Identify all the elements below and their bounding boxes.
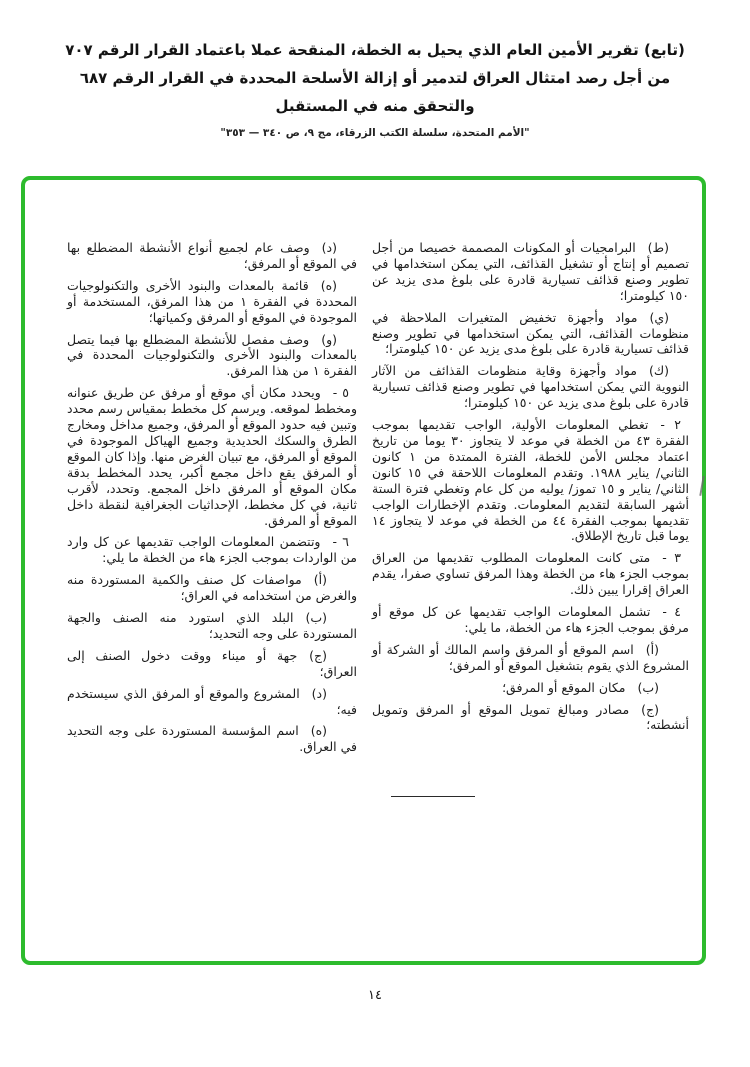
paragraph-text: وتتضمن المعلومات الواجب تقديمها عن كل وارد من الواردات بموجب الجزء هاء من الخطة ما يلي: [67, 534, 357, 566]
document-body-columns [67, 240, 689, 761]
paragraph-label: ٤ - [662, 604, 682, 620]
paragraph-text: مصادر ومبالغ تمويل الموقع أو المرفق وتمويل أنشطته؛ [372, 701, 689, 733]
paragraph-text: جهة أو ميناء ووقت دخول الصنف إلى العراق؛ [67, 647, 357, 679]
paragraph [372, 240, 689, 304]
paragraph-label: ٢ - [660, 417, 682, 433]
paragraph [372, 363, 689, 411]
paragraph-text: متى كانت المعلومات المطلوب تقديمها من العراق بموجب الجزء هاء من الخطة وهذا المرفق تساوي صفرا، يقدم العراق إقرارا يبين ذلك. [372, 550, 689, 598]
paragraph-label: (ه) [320, 277, 337, 293]
paragraph-text: اسم الموقع أو المرفق واسم المالك أو الشركة أو المشروع الذي يقوم بتشغيل الموقع أو المرفق؛ [372, 641, 689, 673]
paragraph-text: قائمة بالمعدات والبنود الأخرى والتكنولوجيات المحددة في الفقرة ١ من هذا المرفق، المستخدمة أو الموجودة في الموقع أو المرفق وكمياتها؛ [67, 277, 357, 325]
paragraph [67, 385, 357, 528]
paragraph [67, 278, 357, 326]
paragraph-label: (ي) [649, 309, 669, 325]
paragraph-label: ٣ - [662, 550, 681, 566]
paragraph-label: (ك) [648, 363, 669, 379]
paragraph-label: (ب) [305, 610, 327, 626]
paragraph-text: مواد وأجهزة تخفيض المتغيرات الملاحظة في منظومات القذائف، التي يمكن استخدامها في تطوير وصنع قذائف تسيارية قادرة على بلوغ مدى يزيد عن ١٥٠ كيلومترا؛ [372, 309, 689, 357]
paragraph-text: وصف مفصل للأنشطة المضطلع بها فيما يتصل بالمعدات والبنود الأخرى والتكنولوجيات المحددة في الفقرة ١ من هذا المرفق. [67, 331, 357, 379]
paragraph-label: (ط) [647, 240, 669, 255]
paragraph-text: ويحدد مكان أي موقع أو مرفق عن طريق عنوانه ومخطط لموقعه. ويرسم كل مخطط بمقياس رسم محدد وتبين فيه حدود الموقع أو المرفق، وجميع مداخل ومخارج الطرق والسكك الحديدية وجميع الهياكل الموجودة في الموقع أو المرفق، مع تبيان الغرض منها. وإذا كان الموقع أو المرفق يقع داخل مجمع أكبر، يحدد المخطط بدقة مكان الموقع أو المرفق داخل المجمع. وتحدد، لأقرب ثانية، في كل مخطط، الإحداثيات الجغرافية لنقطة داخل الموقع أو المرفق. [66, 385, 357, 528]
paragraph-label: (أ) [313, 572, 327, 588]
paragraph-text: تشمل المعلومات الواجب تقديمها عن كل موقع أو مرفق بموجب الجزء هاء من الخطة، ما يلي: [372, 604, 689, 635]
paragraph [372, 642, 689, 674]
paragraph [67, 534, 357, 566]
paragraph [67, 723, 357, 755]
document-header [0, 36, 750, 139]
header-title-line-1: (تابع) تقرير الأمين العام الذي يحيل به الخطة، المنقحة عملا باعتماد القرار الرقم ٧٠٧ [65, 41, 685, 59]
page-number: ١٤ [368, 988, 382, 1003]
paragraph [67, 610, 357, 642]
footnote-separator-rule [391, 796, 475, 797]
header-source-citation: "الأمم المتحدة، سلسلة الكتب الزرقاء، مج ٩، ص ٣٤٠ — ٣٥٣" [220, 127, 530, 139]
paragraph-text: اسم المؤسسة المستوردة على وجه التحديد في العراق. [67, 723, 357, 755]
right-column [372, 240, 689, 761]
left-column [67, 240, 357, 761]
paragraph [372, 550, 689, 598]
paragraph-text: البلد الذي استورد منه الصنف والجهة المستوردة على وجه التحديد؛ [67, 610, 357, 641]
paragraph [67, 240, 357, 272]
paragraph-text: البرامجيات أو المكونات المصممة خصيصا من أجل تصميم أو إنتاج أو تشغيل القذائف، التي يمكن استخدامها في تطوير وصنع قذائف تسيارية قادرة على بلوغ مدى يزيد عن ١٥٠ كيلومترا؛ [372, 240, 689, 303]
paragraph [67, 572, 357, 604]
paragraph-text: مكان الموقع أو المرفق؛ [502, 679, 626, 695]
paragraph-label: ٥ - [332, 385, 349, 401]
paragraph-text: وصف عام لجميع أنواع الأنشطة المضطلع بها في الموقع أو المرفق؛ [67, 240, 357, 271]
green-annotation-box [21, 176, 706, 965]
paragraph [67, 648, 357, 680]
paragraph-label: (ج) [309, 647, 327, 663]
header-title-line-3: والتحقق منه في المستقبل [275, 97, 475, 115]
paragraph-label: (أ) [645, 641, 659, 657]
paragraph-label: (ه) [310, 723, 327, 739]
paragraph-label: (ب) [637, 679, 659, 695]
paragraph-text: المشروع والموقع أو المرفق الذي سيستخدم فيه؛ [67, 685, 357, 717]
paragraph-text: تغطي المعلومات الأولية، الواجب تقديمها بموجب الفقرة ٤٣ من الخطة في موعد لا يتجاوز ٣٠ يوما من تاريخ اعتماد مجلس الأمن للخطة، الفترة الممتدة من ١ كانون الثاني/ يناير ١٩٨٨. وتقدم المعلومات اللاحقة في ١٥ كانون الثاني/ يناير و ١٥ تموز/ يوليه من كل عام وتغطي فترة الستة أشهر السابقة لتقديم المعلومات. وتقدم الإخطارات الواجب تقديمها بموجب الفقرة ٤٤ من الخطة في موعد لا يتجاوز ١٤ يوما قبل تاريخ الإطلاق. [372, 417, 689, 544]
paragraph [372, 604, 689, 636]
paragraph [67, 686, 357, 718]
paragraph [372, 417, 689, 544]
paragraph-text: مواصفات كل صنف والكمية المستوردة منه والغرض من استخدامه في العراق؛ [67, 572, 357, 604]
paragraph [67, 332, 357, 380]
paragraph-label: (د) [311, 685, 327, 701]
paragraph [372, 680, 689, 696]
header-title-line-2: من أجل رصد امتثال العراق لتدمير أو إزالة الأسلحة المحددة في القرار الرقم ٦٨٧ [79, 69, 671, 87]
paragraph-text: مواد وأجهزة وقاية منظومات القذائف من الآثار النووية التي يمكن استخدامها في تطوير وصنع قذائف تسيارية قادرة على بلوغ مدى يزيد عن ١٥٠ كيلومترا؛ [372, 363, 689, 411]
paragraph-label: ٦ - [332, 534, 350, 550]
paragraph-label: (د) [321, 240, 337, 255]
paragraph [372, 310, 689, 358]
scan-edge-artifact [699, 476, 705, 496]
paragraph-label: (ج) [641, 701, 659, 717]
paragraph-label: (و) [321, 331, 337, 347]
paragraph [372, 702, 689, 734]
